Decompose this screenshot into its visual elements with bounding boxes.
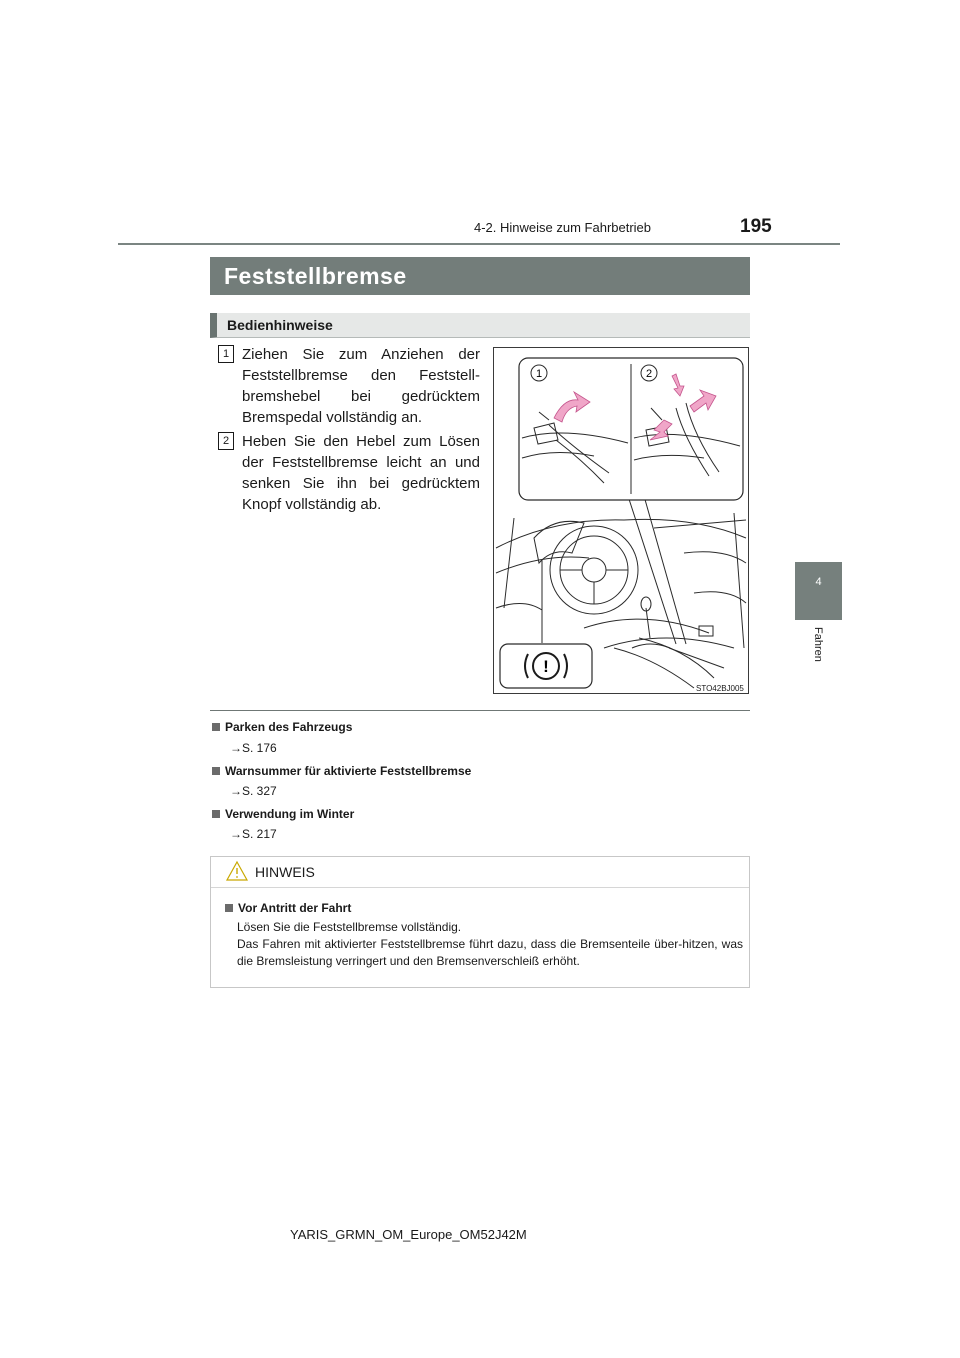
square-bullet-icon xyxy=(212,810,220,818)
header-divider xyxy=(118,243,840,245)
step-1-text: Ziehen Sie zum Anziehen der Feststellbremse den Feststell-bremshebel bei gedrücktem Bremspedal vollständig an. xyxy=(242,346,480,426)
step-2 xyxy=(218,431,480,515)
warning-symbol: ! xyxy=(543,657,549,676)
notice-line-1: Lösen Sie die Feststellbremse vollständig. xyxy=(237,920,462,934)
illustration-drawing xyxy=(494,348,748,693)
section-title: Feststellbremse xyxy=(210,257,750,295)
square-bullet-icon xyxy=(225,904,233,912)
square-bullet-icon xyxy=(212,723,220,731)
page-reference: →S. 217 xyxy=(230,827,277,841)
note-title: Verwendung im Winter xyxy=(225,807,355,821)
callout-2: 2 xyxy=(645,368,653,380)
caution-triangle-icon xyxy=(225,860,249,882)
note-title: Parken des Fahrzeugs xyxy=(225,720,353,734)
note-title: Warnsummer für aktivierte Feststellbremse xyxy=(225,764,472,778)
page-reference: →S. 176 xyxy=(230,741,277,755)
notice-item-title: Vor Antritt der Fahrt xyxy=(238,901,352,915)
parking-brake-illustration xyxy=(493,347,749,694)
step-2-text: Heben Sie den Hebel zum Lösen der Feststellbremse leicht an und senken Sie ihn bei gedrücktem Knopf vollständig ab. xyxy=(242,433,480,513)
callout-1: 1 xyxy=(535,368,543,380)
note-heading xyxy=(212,807,354,821)
step-1 xyxy=(218,344,480,428)
notice-item-heading xyxy=(225,900,743,917)
chapter-tab-number: 4 xyxy=(815,576,822,588)
illustration-code: STO42BJ005 xyxy=(696,684,744,693)
chapter-tab-label: Fahren xyxy=(812,627,824,662)
square-bullet-icon xyxy=(212,767,220,775)
note-heading xyxy=(212,720,352,734)
note-heading xyxy=(212,764,471,778)
chapter-reference: 4-2. Hinweise zum Fahrbetrieb xyxy=(474,220,652,235)
notice-line-2: Das Fahren mit aktivierter Feststellbremse führt dazu, dass die Bremsenteile über-hitzen, was die Bremsleistung verringert und den Bremsenverschleiß erhöht. xyxy=(237,937,743,968)
chapter-tab xyxy=(795,562,842,620)
page-reference: →S. 327 xyxy=(230,784,277,798)
notice-title: HINWEIS xyxy=(255,864,315,880)
section-divider xyxy=(210,710,750,711)
notice-body xyxy=(225,900,743,970)
subheading: Bedienhinweise xyxy=(210,313,750,338)
document-id: YARIS_GRMN_OM_Europe_OM52J42M xyxy=(290,1227,527,1242)
notice-box xyxy=(210,856,750,988)
step-2-number: 2 xyxy=(218,432,234,450)
page-number: 195 xyxy=(740,216,772,237)
notice-header xyxy=(211,857,749,888)
step-1-number: 1 xyxy=(218,345,234,363)
